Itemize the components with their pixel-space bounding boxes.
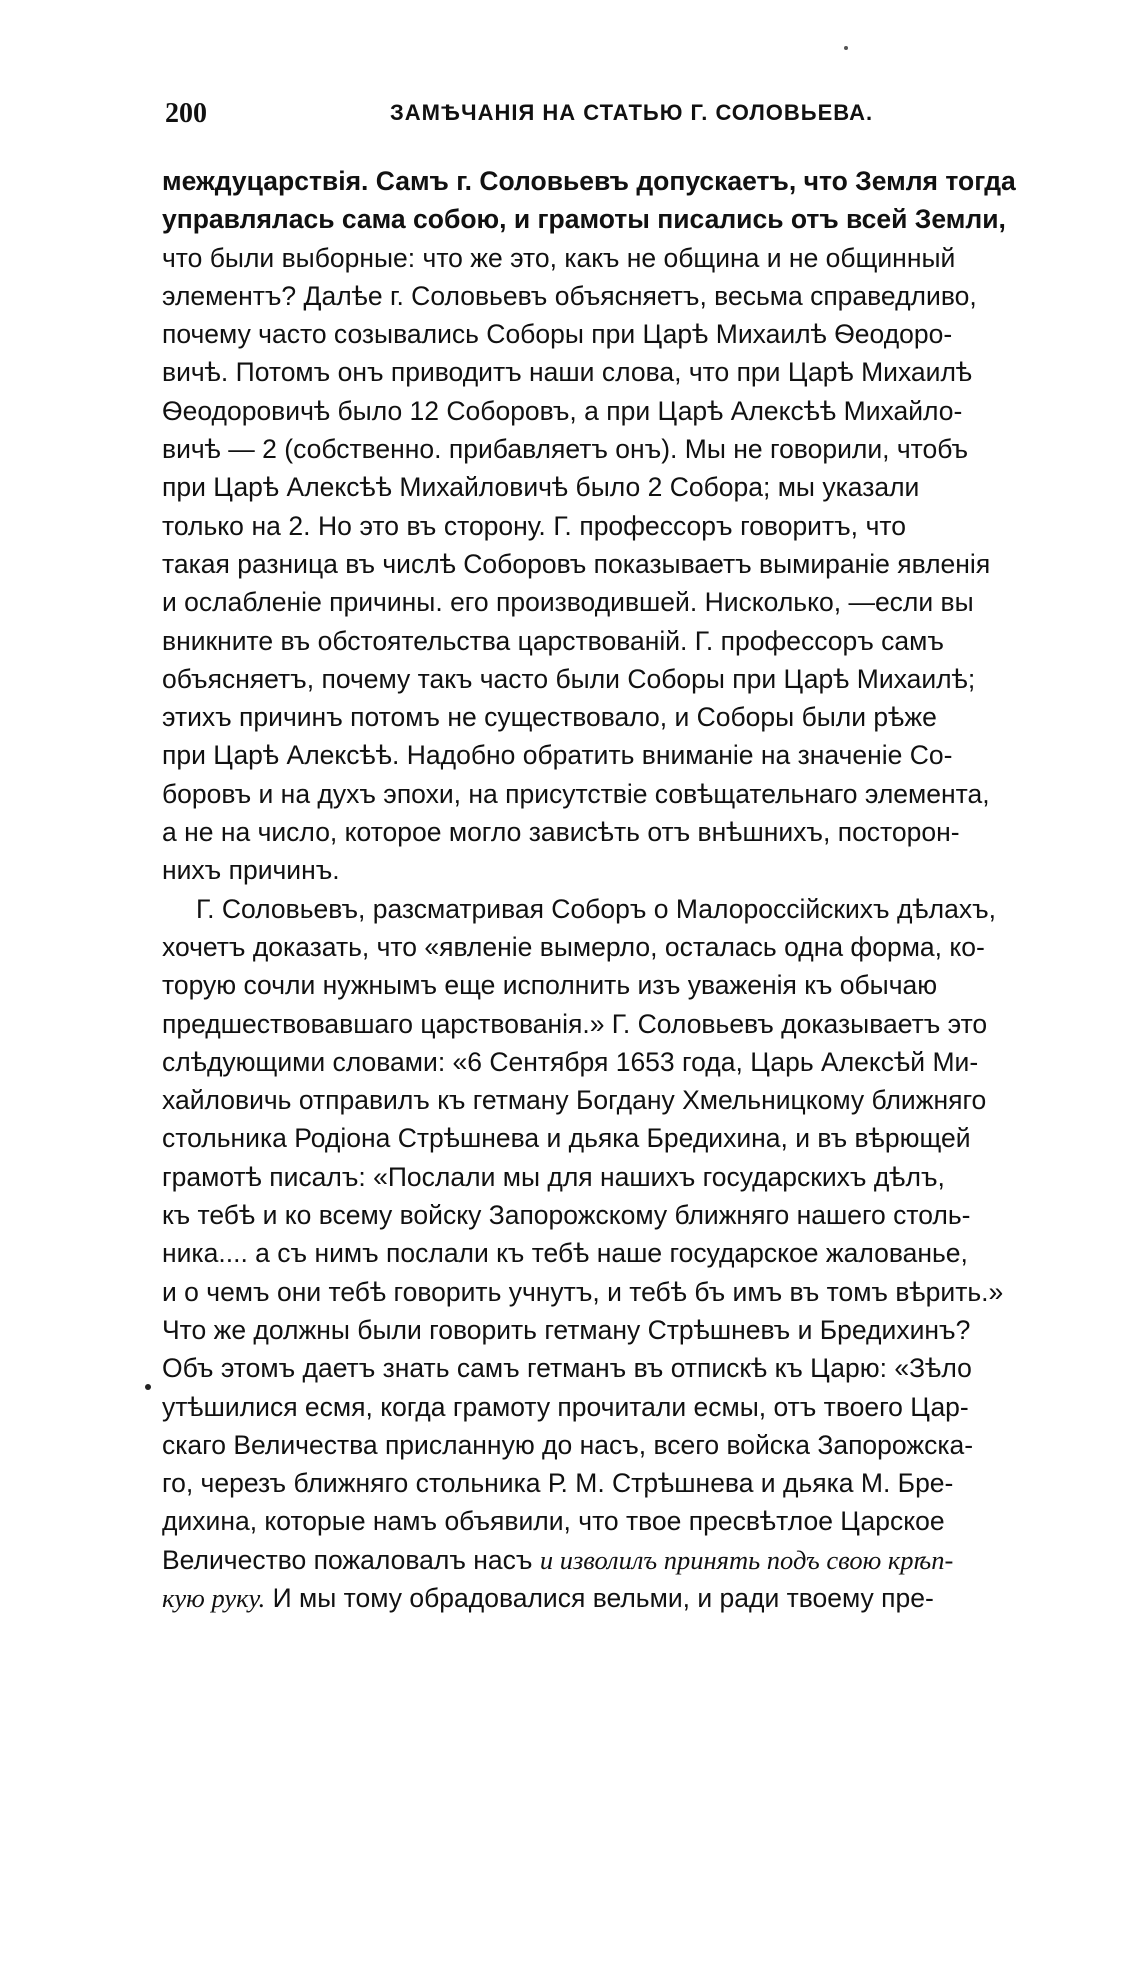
text-line: а не на число, которое могло зависѣть отъ внѣшнихъ, посторон- bbox=[162, 817, 960, 848]
text-line: стольника Родіона Стрѣшнева и дьяка Бредихина, и въ вѣрющей bbox=[162, 1123, 971, 1154]
text-line: хайловичь отправилъ къ гетману Богдану Хмельницкому ближняго bbox=[162, 1085, 987, 1116]
text-line: вникните въ обстоятельства царствованій. Г. профессоръ самъ bbox=[162, 625, 944, 656]
paragraph bbox=[162, 162, 1016, 890]
text-line: слѣдующими словами: «6 Сентября 1653 года, Царь Алексѣй Ми- bbox=[162, 1046, 979, 1077]
plain-text: И мы тому обрадовалися вельми, и ради твоему пре- bbox=[265, 1582, 934, 1613]
text-line bbox=[162, 1579, 934, 1617]
margin-speck bbox=[844, 46, 848, 50]
text-line: такая разница въ числѣ Соборовъ показываетъ вымираніе явленія bbox=[162, 548, 991, 579]
page-header bbox=[165, 98, 905, 138]
text-line: грамотѣ писалъ: «Послали мы для нашихъ государскихъ дѣлъ, bbox=[162, 1161, 945, 1192]
text-line: хочетъ доказать, что «явленіе вымерло, осталась одна форма, ко- bbox=[162, 931, 985, 962]
text-line: Ѳеодоровичѣ было 12 Соборовъ, а при Царѣ Алексѣѣ Михайло- bbox=[162, 395, 963, 426]
text-line: го, черезъ ближняго стольника Р. М. Стрѣшнева и дьяка М. Бре- bbox=[162, 1468, 954, 1499]
text-line: къ тебѣ и ко всему войску Запорожскому ближняго нашего столь- bbox=[162, 1200, 971, 1231]
text-line: только на 2. Но это въ сторону. Г. профессоръ говоритъ, что bbox=[162, 510, 906, 541]
plain-text: Величество пожаловалъ насъ bbox=[162, 1544, 540, 1575]
text-line: дихина, которые намъ объявили, что твое пресвѣтлое Царское bbox=[162, 1506, 945, 1537]
text-line: элементъ? Далѣе г. Соловьевъ объясняетъ, весьма справедливо, bbox=[162, 280, 977, 311]
text-line: междуцарствія. Самъ г. Соловьевъ допускаетъ, что Земля тогда bbox=[162, 166, 1016, 196]
text-line bbox=[162, 1541, 954, 1579]
text-line: нихъ причинъ. bbox=[162, 855, 340, 886]
text-line: Г. Соловьевъ, разсматривая Соборъ о Малороссійскихъ дѣлахъ, bbox=[196, 893, 997, 924]
text-line: торую сочли нужнымъ еще исполнить изъ уваженія къ обычаю bbox=[162, 970, 938, 1001]
running-head: ЗАМѢЧАНІЯ НА СТАТЬЮ Г. СОЛОВЬЕВА. bbox=[390, 100, 874, 125]
italic-text: кую руку. bbox=[162, 1582, 266, 1613]
text-line: вичѣ — 2 (собственно. прибавляетъ онъ). Мы не говорили, чтобъ bbox=[162, 434, 969, 465]
text-line: что были выборные: что же это, какъ не община и не общинный bbox=[162, 242, 956, 273]
text-line: при Царѣ Алексѣѣ. Надобно обратить вниманіе на значеніе Со- bbox=[162, 740, 953, 771]
text-line: утѣшилися есмя, когда грамоту прочитали есмы, отъ твоего Цар- bbox=[162, 1391, 969, 1422]
text-line: вичѣ. Потомъ онъ приводитъ наши слова, что при Царѣ Михаилѣ bbox=[162, 357, 973, 388]
italic-text: и изволилъ принять подъ свою крѣп- bbox=[539, 1544, 954, 1575]
text-line: Что же должны были говорить гетману Стрѣшневъ и Бредихинъ? bbox=[162, 1314, 971, 1345]
page-number: 200 bbox=[165, 98, 207, 129]
margin-mark bbox=[145, 1384, 151, 1390]
text-line: предшествовавшаго царствованія.» Г. Соловьевъ доказываетъ это bbox=[162, 1008, 988, 1039]
text-line: боровъ и на духъ эпохи, на присутствіе совѣщательнаго элемента, bbox=[162, 778, 990, 809]
text-line: Объ этомъ даетъ знать самъ гетманъ въ отпискѣ къ Царю: «Зѣло bbox=[162, 1353, 972, 1384]
text-line: ника.... а съ нимъ послали къ тебѣ наше государское жалованье, bbox=[162, 1238, 968, 1269]
text-line: этихъ причинъ потомъ не существовало, и Соборы были рѣже bbox=[162, 702, 937, 733]
text-line: управлялась сама собою, и грамоты писались отъ всей Земли, bbox=[162, 204, 1006, 235]
paragraph bbox=[162, 890, 1004, 1618]
text-line: при Царѣ Алексѣѣ Михайловичѣ было 2 Собора; мы указали bbox=[162, 472, 920, 503]
text-line: и ослабленіе причины. его производившей. Нисколько, —если вы bbox=[162, 587, 974, 618]
text-line: объясняетъ, почему такъ часто были Соборы при Царѣ Михаилѣ; bbox=[162, 663, 976, 694]
text-line: почему часто созывались Соборы при Царѣ Михаилѣ Ѳеодоро- bbox=[162, 319, 953, 350]
text-line: и о чемъ они тебѣ говорить учнутъ, и тебѣ бъ имъ въ томъ вѣрить.» bbox=[162, 1276, 1004, 1307]
text-line: скаго Величества присланную до насъ, всего войска Запорожска- bbox=[162, 1429, 974, 1460]
body-text bbox=[162, 162, 1016, 1617]
